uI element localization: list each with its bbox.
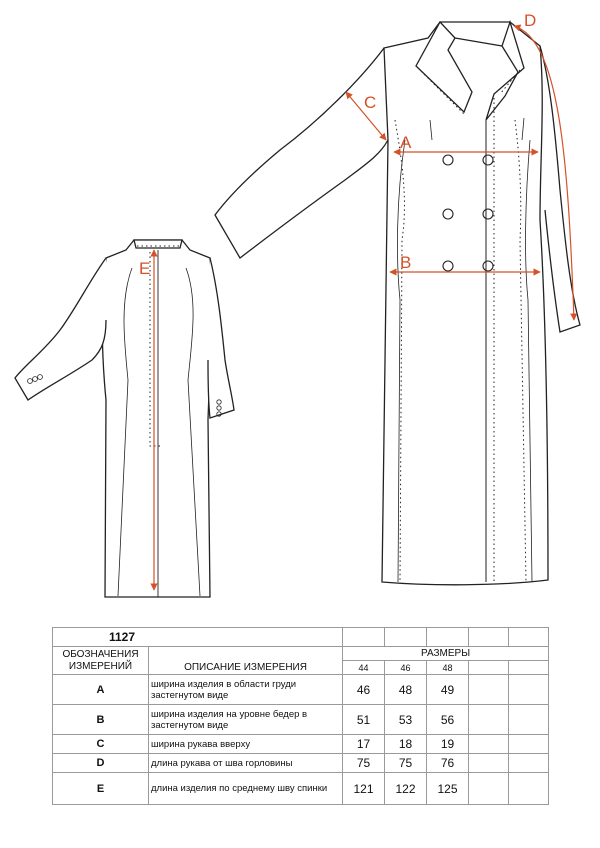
measure-value: 19	[427, 735, 469, 754]
measure-value: 75	[343, 754, 385, 773]
measure-value: 48	[385, 675, 427, 705]
measure-value: 51	[343, 705, 385, 735]
table-row	[53, 754, 549, 773]
measure-value: 75	[385, 754, 427, 773]
coat-front-view	[215, 22, 580, 585]
size-44: 44	[343, 661, 385, 675]
measure-description: ширина изделия на уровне бедер в застегнутом виде	[149, 705, 343, 735]
measure-value: 121	[343, 773, 385, 805]
table-row	[53, 735, 549, 754]
table-header-row	[53, 647, 549, 661]
measure-b-label: B	[400, 253, 412, 272]
size-46: 46	[385, 661, 427, 675]
measure-a-label: A	[400, 133, 412, 152]
measure-code: C	[53, 735, 149, 754]
measure-value: 122	[385, 773, 427, 805]
measure-d-label: D	[524, 11, 537, 30]
measure-value: 53	[385, 705, 427, 735]
measure-description: длина изделия по среднему шву спинки	[149, 773, 343, 805]
size-48: 48	[427, 661, 469, 675]
measure-code: A	[53, 675, 149, 705]
measure-value: 49	[427, 675, 469, 705]
measure-description: ширина изделия в области груди застегнутом виде	[149, 675, 343, 705]
code-column-header: ОБОЗНАЧЕНИЯ ИЗМЕРЕНИЙ	[53, 647, 149, 675]
measure-description: длина рукава от шва горловины	[149, 754, 343, 773]
measure-value: 56	[427, 705, 469, 735]
measure-code: B	[53, 705, 149, 735]
coat-back-view	[15, 240, 234, 597]
table-row	[53, 675, 549, 705]
description-column-header: ОПИСАНИЕ ИЗМЕРЕНИЯ	[149, 647, 343, 675]
measure-value: 76	[427, 754, 469, 773]
measure-value: 18	[385, 735, 427, 754]
measure-e-label: E	[139, 259, 151, 278]
measure-code: E	[53, 773, 149, 805]
measure-value: 125	[427, 773, 469, 805]
measure-value: 46	[343, 675, 385, 705]
measure-code: D	[53, 754, 149, 773]
table-row	[53, 705, 549, 735]
measure-value: 17	[343, 735, 385, 754]
measure-description: ширина рукава вверху	[149, 735, 343, 754]
table-title-row	[53, 628, 549, 647]
table-row	[53, 773, 549, 805]
sizes-header: РАЗМЕРЫ	[343, 647, 549, 661]
size-chart-table	[52, 627, 549, 805]
model-number: 1127	[53, 628, 343, 647]
measure-c-label: C	[364, 93, 377, 112]
